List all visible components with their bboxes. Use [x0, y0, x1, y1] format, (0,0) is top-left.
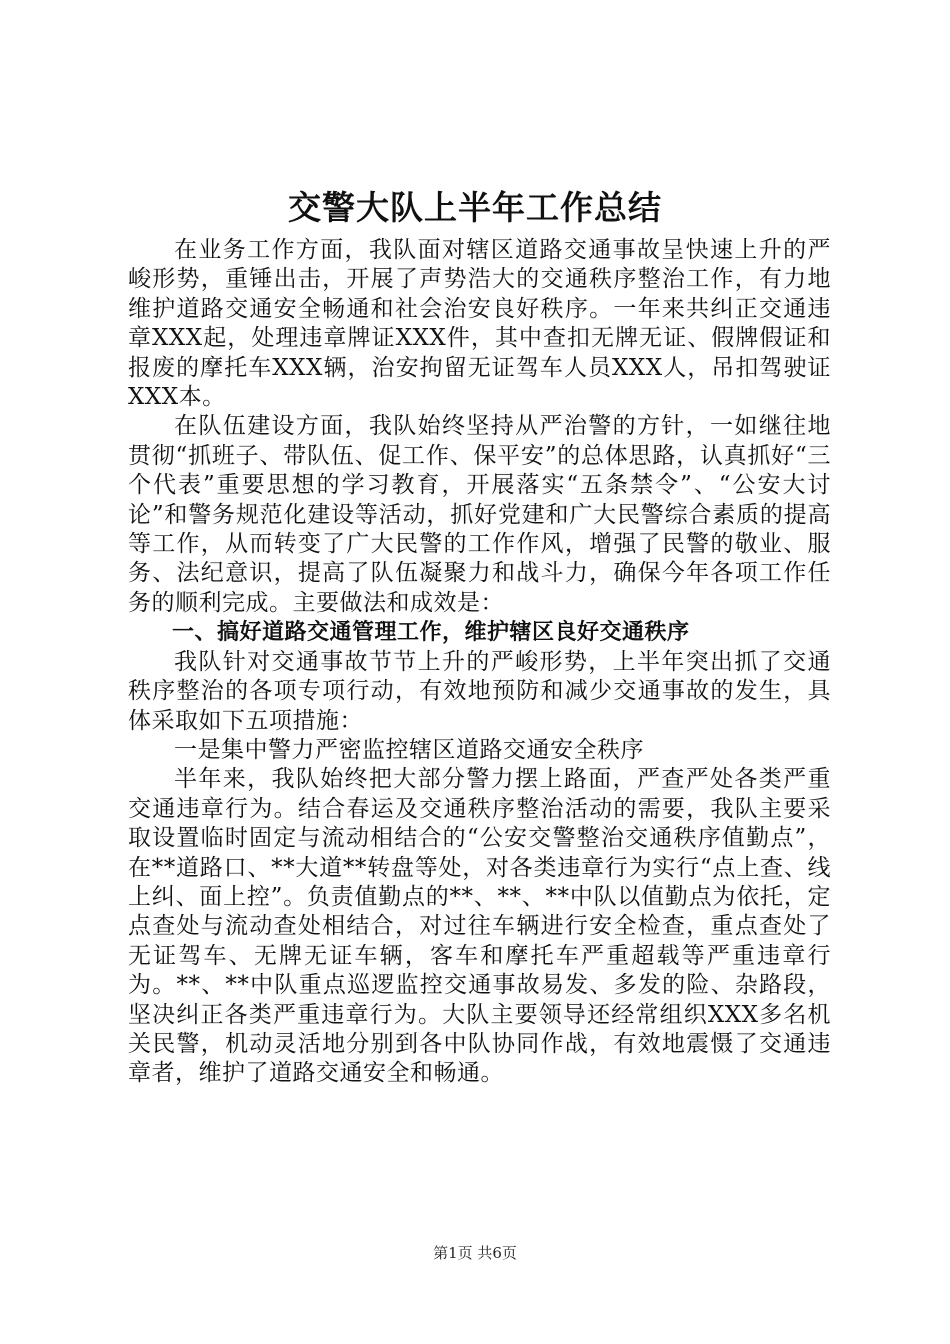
document-body	[128, 236, 831, 1089]
paragraph-measures-intro: 我队针对交通事故节节上升的严峻形势，上半年突出抓了交通秩序整治的各项专项行动，有效地预防和减少交通事故的发生，具体采取如下五项措施：	[128, 648, 831, 734]
paragraph-business-work: 在业务工作方面，我队面对辖区道路交通事故呈快速上升的严峻形势，重锤出击，开展了声势浩大的交通秩序整治工作，有力地维护道路交通安全畅通和社会治安良好秩序。一年来共纠正交通违章XXX起，处理违章牌证XXX件，其中查扣无牌无证、假牌假证和报废的摩托车XXX辆，治安拘留无证驾车人员XXX人，吊扣驾驶证XXX本。	[128, 237, 831, 411]
paragraph-measure-one-detail: 半年来，我队始终把大部分警力摆上路面，严查严处各类严重交通违章行为。结合春运及交通秩序整治活动的需要，我队主要采取设置临时固定与流动相结合的“公安交警整治交通秩序值勤点”，在**道路口、**大道**转盘等处，对各类违章行为实行“点上查、线上纠、面上控”。负责值勤点的**、**、**中队以值勤点为依托，定点查处与流动查处相结合，对过往车辆进行安全检查，重点查处了无证驾车、无牌无证车辆，客车和摩托车严重超载等严重违章行为。**、**中队重点巡逻监控交通事故易发、多发的险、杂路段，坚决纠正各类严重违章行为。大队主要领导还经常组织XXX多名机关民警，机动灵活地分别到各中队协同作战，有效地震慑了交通违章者，维护了道路交通安全和畅通。	[128, 766, 831, 1087]
paragraph-team-building: 在队伍建设方面，我队始终坚持从严治警的方针，一如继往地贯彻“抓班子、带队伍、促工作、保平安”的总体思路，认真抓好“三个代表”重要思想的学习教育，开展落实“五条禁令”、“公安大讨论”和警务规范化建设等活动，抓好党建和广大民警综合素质的提高等工作，从而转变了广大民警的工作作风，增强了民警的敬业、服务、法纪意识，提高了队伍凝聚力和战斗力，确保今年各项工作任务的顺利完成。主要做法和成效是：	[128, 413, 831, 616]
page-footer: 第1页 共6页	[433, 1244, 517, 1262]
subheading-measure-one: 一是集中警力严密监控辖区道路交通安全秩序	[174, 736, 644, 763]
section-heading-traffic-management: 一、搞好道路交通管理工作，维护辖区良好交通秩序	[172, 620, 690, 646]
document-title: 交警大队上半年工作总结	[288, 188, 662, 227]
